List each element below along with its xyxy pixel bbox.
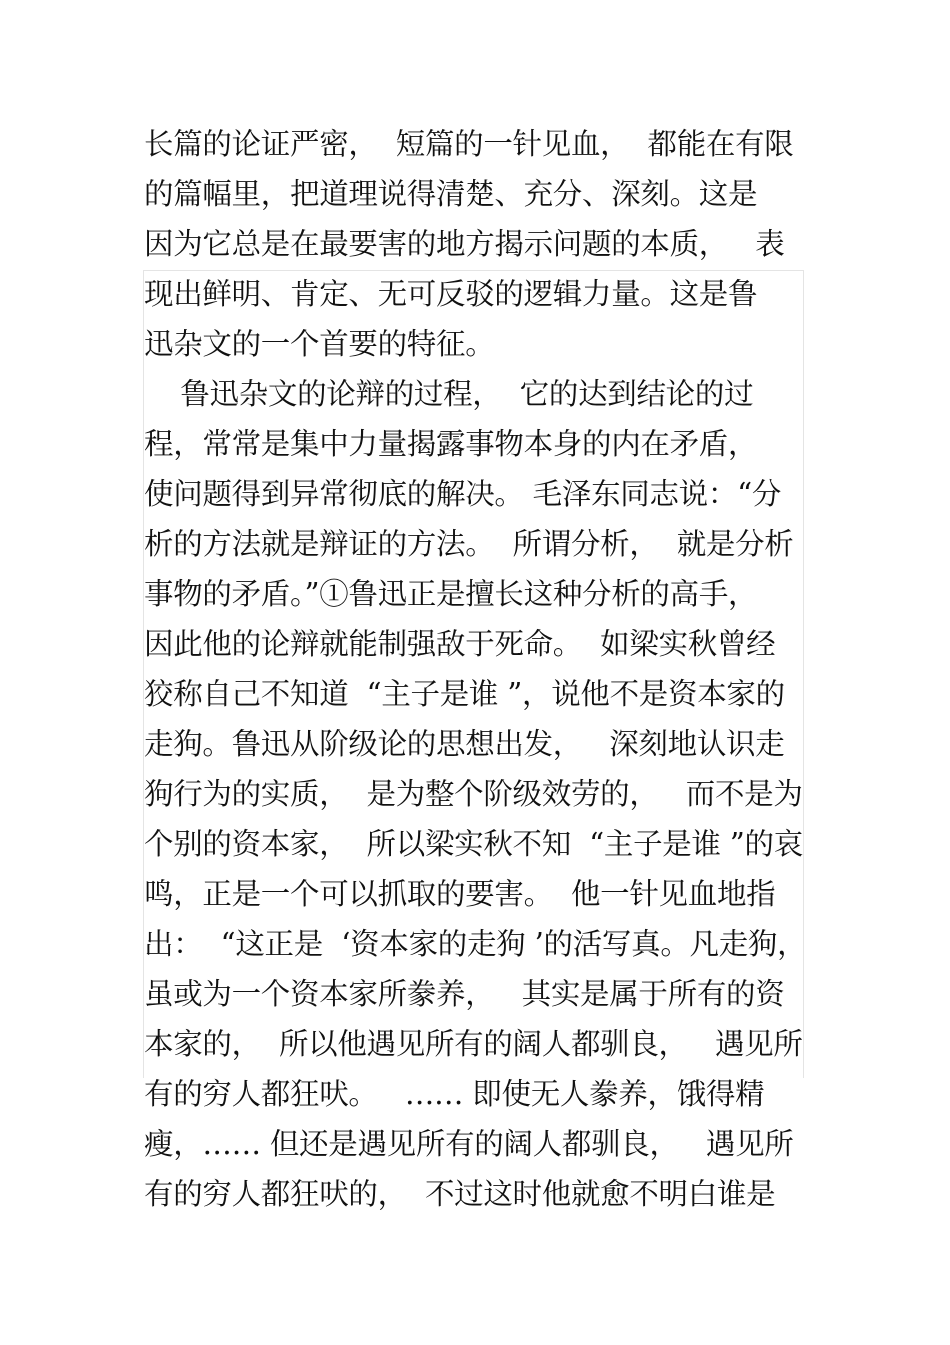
text-line: 因此他的论辩就能制强敌于死命。 如梁实秋曾经 <box>144 627 776 661</box>
text-line: 虽或为一个资本家所豢养， 其实是属于所有的资 <box>144 977 785 1011</box>
text-line: 走狗。鲁迅从阶级论的思想出发， 深刻地认识走 <box>144 727 785 761</box>
body-text <box>144 119 809 1219</box>
text-line: 析的方法就是辩证的方法。 所谓分析， 就是分析 <box>144 527 794 561</box>
text-line: 个别的资本家， 所以梁实秋不知 “主子是谁 ”的哀 <box>144 827 803 861</box>
text-line: 现出鲜明、肯定、无可反驳的逻辑力量。这是鲁 <box>144 277 758 311</box>
text-line: 程，常常是集中力量揭露事物本身的内在矛盾， <box>144 427 758 461</box>
text-line: 有的穷人都狂吠。 …… 即使无人豢养，饿得精 <box>144 1077 765 1111</box>
text-line: 鲁迅杂文的论辩的过程， 它的达到结论的过 <box>144 377 754 411</box>
text-line: 狡称自己不知道 “主子是谁 ”，说他不是资本家的 <box>144 677 785 711</box>
text-line: 狗行为的实质， 是为整个阶级效劳的， 而不是为 <box>144 777 803 811</box>
text-line: 使问题得到异常彻底的解决。 毛泽东同志说：“分 <box>144 477 782 511</box>
text-line: 本家的， 所以他遇见所有的阔人都驯良， 遇见所 <box>144 1027 803 1061</box>
text-line: 有的穷人都狂吠的， 不过这时他就愈不明白谁是 <box>144 1177 776 1211</box>
text-line: 出： “这正是 ‘资本家的走狗 ’的活写真。凡走狗， <box>144 927 807 961</box>
text-line: 长篇的论证严密， 短篇的一针见血， 都能在有限 <box>144 127 794 161</box>
text-line: 事物的矛盾。”①鲁迅正是擅长这种分析的高手， <box>144 577 758 611</box>
text-line: 迅杂文的一个首要的特征。 <box>144 327 495 361</box>
text-line: 因为它总是在最要害的地方揭示问题的本质， 表 <box>144 227 785 261</box>
text-line: 瘦，…… 但还是遇见所有的阔人都驯良， 遇见所 <box>144 1127 794 1161</box>
text-line: 的篇幅里，把道理说得清楚、充分、深刻。这是 <box>144 177 758 211</box>
text-line: 鸣，正是一个可以抓取的要害。 他一针见血地指 <box>144 877 776 911</box>
